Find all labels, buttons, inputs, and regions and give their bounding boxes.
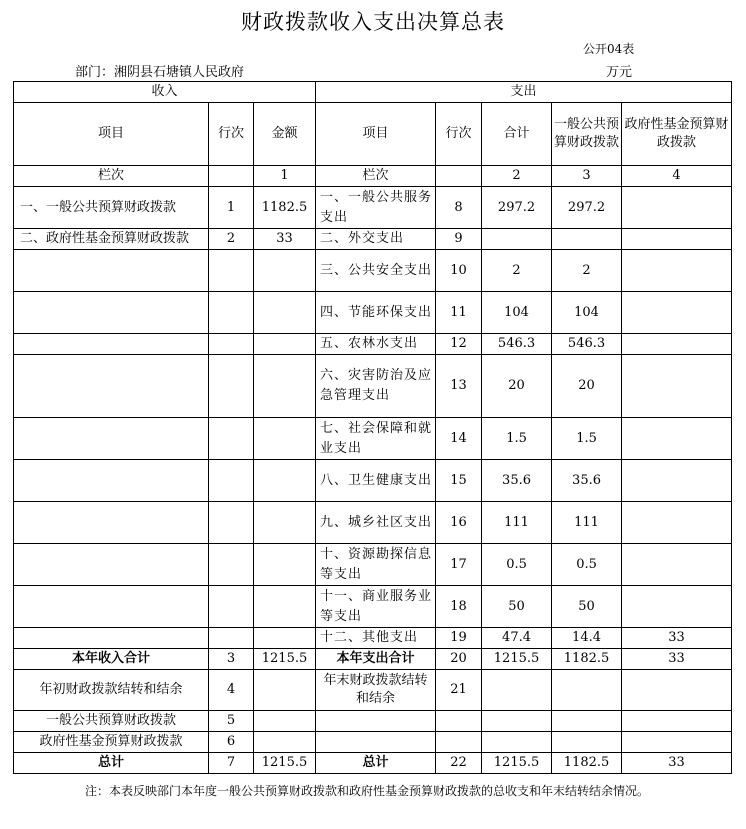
expense-line: 8 [436,187,482,229]
expense-line: 15 [436,460,482,502]
expense-total: 35.6 [482,460,552,502]
index-blank [209,166,254,187]
department-label: 部门：湘阴县石塘镇人民政府 [75,65,245,80]
expense-gov-fund [622,544,732,586]
expense-general-budget: 1.5 [552,418,622,460]
cell-empty [552,711,622,732]
expense-item: 二、外交支出 [316,229,436,250]
grand-total-label-right: 总计 [316,753,436,774]
col-header-exp-item: 项目 [316,103,436,166]
income-item: 一、一般公共预算财政拨款 [14,187,209,229]
grand-total-line-right: 22 [436,753,482,774]
expense-general-budget: 297.2 [552,187,622,229]
grand-total-total: 1215.5 [482,753,552,774]
index-blank [436,166,482,187]
page-title: 财政拨款收入支出决算总表 [241,10,505,34]
expense-item: 三、公共安全支出 [316,250,436,292]
expense-total: 111 [482,502,552,544]
grand-total-fund: 33 [622,753,732,774]
expense-line: 9 [436,229,482,250]
general-budget-balance-line: 5 [209,711,254,732]
income-item [14,418,209,460]
expense-gov-fund [622,334,732,355]
table-row [14,544,732,586]
index-label-left: 栏次 [14,166,209,187]
income-amount: 1182.5 [254,187,316,229]
table-row [14,334,732,355]
income-amount [254,355,316,418]
cell-empty [254,670,316,711]
index-col4: 4 [622,166,732,187]
general-budget-balance-label: 一般公共预算财政拨款 [14,711,209,732]
table-row [14,418,732,460]
cell-empty [622,711,732,732]
expense-total-general: 1182.5 [552,649,622,670]
expense-gov-fund [622,502,732,544]
income-item [14,586,209,628]
expense-item: 六、灾害防治及应急管理支出 [316,355,436,418]
expense-gov-fund [622,355,732,418]
expense-total: 1.5 [482,418,552,460]
expense-gov-fund [622,418,732,460]
expense-total-label: 本年支出合计 [316,649,436,670]
expense-general-budget: 2 [552,250,622,292]
expense-line: 14 [436,418,482,460]
income-line [209,586,254,628]
income-line [209,355,254,418]
expense-gov-fund [622,586,732,628]
expense-gov-fund [622,292,732,334]
expense-general-budget: 546.3 [552,334,622,355]
expense-gov-fund: 33 [622,628,732,649]
expense-total: 0.5 [482,544,552,586]
cell-empty [254,732,316,753]
expense-item: 十、资源勘探信息等支出 [316,544,436,586]
col-header-general-budget: 一般公共预算财政拨款 [552,103,622,166]
expense-total-line: 20 [436,649,482,670]
cell-empty [254,711,316,732]
expense-line: 16 [436,502,482,544]
expense-item: 七、社会保障和就业支出 [316,418,436,460]
expense-general-budget [552,229,622,250]
expense-gov-fund [622,187,732,229]
grand-total-general: 1182.5 [552,753,622,774]
expense-line: 17 [436,544,482,586]
income-line: 1 [209,187,254,229]
col-header-item: 项目 [14,103,209,166]
end-balance-label: 年末财政拨款结转和结余 [316,670,436,711]
expense-line: 10 [436,250,482,292]
gov-fund-balance-line: 6 [209,732,254,753]
expense-total [482,229,552,250]
table-row [14,187,732,229]
income-amount: 33 [254,229,316,250]
cell-empty [316,732,436,753]
index-col3: 3 [552,166,622,187]
end-balance-line: 21 [436,670,482,711]
income-amount [254,418,316,460]
income-amount [254,628,316,649]
expense-general-budget: 20 [552,355,622,418]
income-item [14,334,209,355]
expense-total: 50 [482,586,552,628]
expense-total: 546.3 [482,334,552,355]
income-line [209,334,254,355]
expense-line: 19 [436,628,482,649]
income-line [209,250,254,292]
table-row [14,355,732,418]
expense-line: 12 [436,334,482,355]
expense-general-budget: 0.5 [552,544,622,586]
income-amount [254,544,316,586]
table-row [14,229,732,250]
expense-item: 十一、商业服务业等支出 [316,586,436,628]
income-item [14,292,209,334]
index-label-right: 栏次 [316,166,436,187]
expense-item: 十二、其他支出 [316,628,436,649]
income-item: 二、政府性基金预算财政拨款 [14,229,209,250]
expense-total-fund: 33 [622,649,732,670]
cell-empty [436,732,482,753]
expense-gov-fund [622,460,732,502]
expense-total: 20 [482,355,552,418]
table-row [14,292,732,334]
table-row [14,250,732,292]
income-line [209,460,254,502]
income-item [14,355,209,418]
expense-item: 四、节能环保支出 [316,292,436,334]
footnote: 注：本表反映部门本年度一般公共预算财政拨款和政府性基金预算财政拨款的总收支和年末结转结余情况。 [85,784,650,798]
grand-total-amount: 1215.5 [254,753,316,774]
begin-balance-label: 年初财政拨款结转和结余 [14,670,209,711]
expense-total: 297.2 [482,187,552,229]
cell-empty [482,732,552,753]
col-header-exp-line: 行次 [436,103,482,166]
income-total-amount: 1215.5 [254,649,316,670]
cell-empty [436,711,482,732]
expense-line: 13 [436,355,482,418]
income-item [14,628,209,649]
expense-general-budget: 104 [552,292,622,334]
expense-item: 九、城乡社区支出 [316,502,436,544]
table-row [14,628,732,649]
table-row [14,502,732,544]
income-amount [254,586,316,628]
income-line [209,502,254,544]
col-header-total: 合计 [482,103,552,166]
index-col2: 2 [482,166,552,187]
col-header-gov-fund: 政府性基金预算财政拨款 [622,103,732,166]
begin-balance-line: 4 [209,670,254,711]
expense-item: 八、卫生健康支出 [316,460,436,502]
income-amount [254,250,316,292]
grand-total-label: 总计 [14,753,209,774]
unit-label: 万元 [606,65,633,80]
income-line [209,544,254,586]
income-line [209,418,254,460]
form-number: 公开04表 [583,42,635,56]
expense-total-amount: 1215.5 [482,649,552,670]
expense-general-budget: 14.4 [552,628,622,649]
cell-empty [622,670,732,711]
income-item [14,250,209,292]
expense-general-budget: 50 [552,586,622,628]
cell-empty [482,711,552,732]
income-total-line: 3 [209,649,254,670]
expense-line: 18 [436,586,482,628]
expense-gov-fund [622,229,732,250]
grand-total-line: 7 [209,753,254,774]
expense-item: 一、一般公共服务支出 [316,187,436,229]
income-section-header: 收入 [14,82,316,103]
income-amount [254,460,316,502]
table-row [14,586,732,628]
expense-line: 11 [436,292,482,334]
income-amount [254,292,316,334]
expense-general-budget: 35.6 [552,460,622,502]
income-amount [254,334,316,355]
col-header-line: 行次 [209,103,254,166]
income-item [14,502,209,544]
index-col1: 1 [254,166,316,187]
budget-table [13,81,732,774]
expense-section-header: 支出 [316,82,732,103]
cell-empty [552,670,622,711]
income-item [14,460,209,502]
income-line [209,292,254,334]
col-header-amount: 金额 [254,103,316,166]
table-row [14,460,732,502]
cell-empty [622,732,732,753]
cell-empty [316,711,436,732]
income-total-label: 本年收入合计 [14,649,209,670]
income-line: 2 [209,229,254,250]
income-item [14,544,209,586]
expense-total: 104 [482,292,552,334]
expense-general-budget: 111 [552,502,622,544]
cell-empty [552,732,622,753]
expense-total: 47.4 [482,628,552,649]
income-line [209,628,254,649]
cell-empty [482,670,552,711]
expense-gov-fund [622,250,732,292]
expense-total: 2 [482,250,552,292]
income-amount [254,502,316,544]
gov-fund-balance-label: 政府性基金预算财政拨款 [14,732,209,753]
expense-item: 五、农林水支出 [316,334,436,355]
